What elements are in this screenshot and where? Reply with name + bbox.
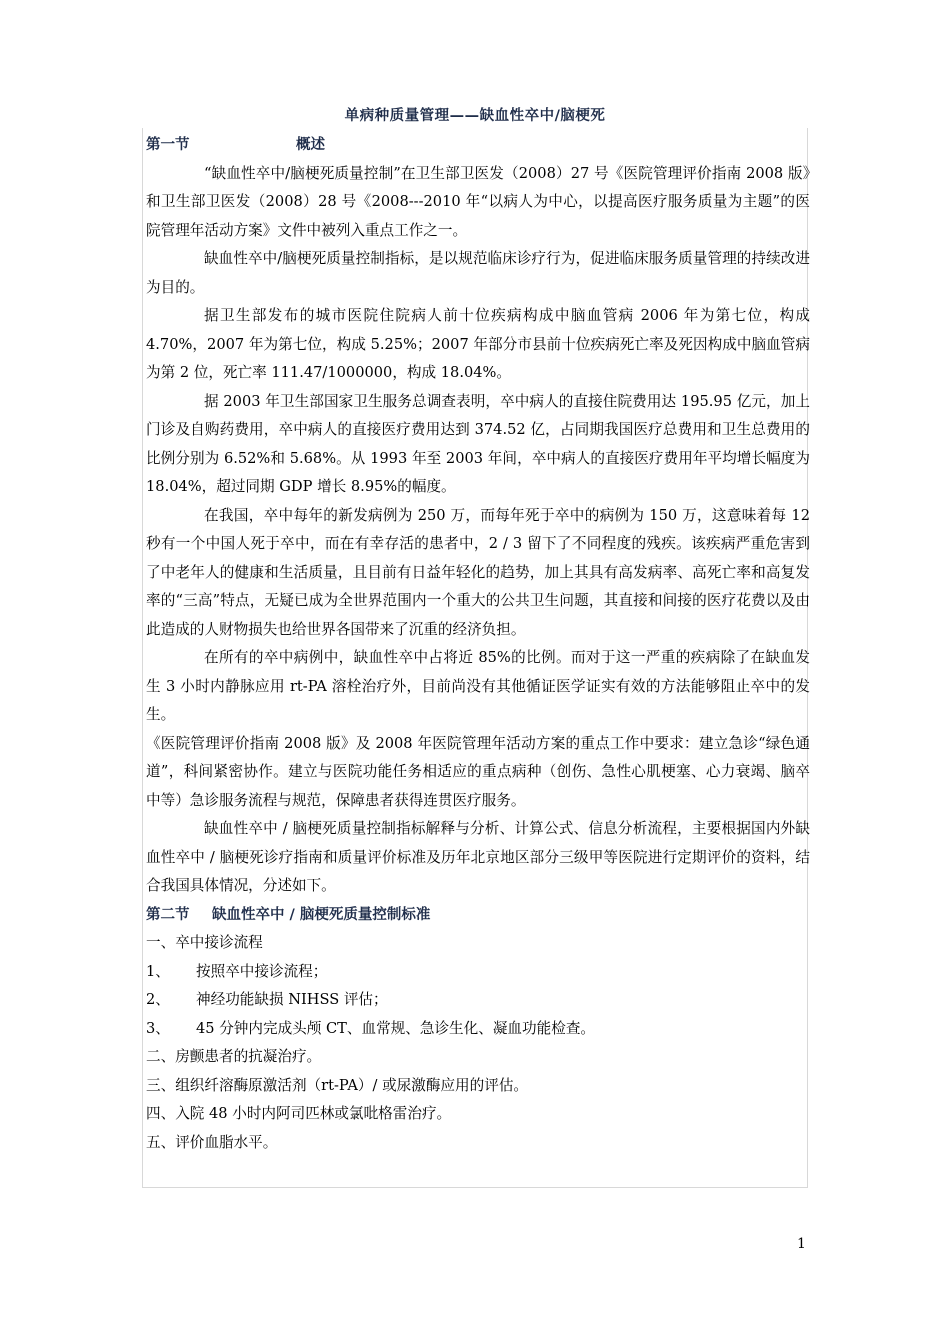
list-heading-4: 四、入院 48 小时内阿司匹林或氯吡格雷治疗。	[146, 1105, 452, 1122]
list-sub-item-text: 神经功能缺损 NIHSS 评估；	[196, 991, 388, 1008]
list-sub-item-3	[146, 1015, 810, 1044]
list-heading-1: 一、卒中接诊流程	[146, 934, 263, 951]
paragraph-6: 在所有的卒中病例中，缺血性卒中占将近 85%的比例。而对于这一严重的疾病除了在缺血发生 3 小时内静脉应用 rt-PA 溶栓治疗外，目前尚没有其他循证医学证实有效的方法能够阻止卒中的发生。	[146, 649, 810, 723]
list-sub-item-index: 3、	[146, 1019, 170, 1037]
section-1-heading	[146, 131, 810, 160]
document-body	[146, 131, 810, 1157]
list-sub-item-2	[146, 986, 810, 1015]
document-title: 单病种质量管理——缺血性卒中/脑梗死	[344, 108, 606, 124]
paragraph-8: 缺血性卒中 / 脑梗死质量控制指标解释与分析、计算公式、信息分析流程，主要根据国内外缺血性卒中 / 脑梗死诊疗指南和质量评价标准及历年北京地区部分三级甲等医院进行定期评价的资料，结合我国具体情况，分述如下。	[146, 820, 810, 894]
list-sub-item-text: 45 分钟内完成头颅 CT、血常规、急诊生化、凝血功能检查。	[196, 1019, 596, 1037]
list-heading-2: 二、房颤患者的抗凝治疗。	[146, 1048, 322, 1065]
list-sub-item-1	[146, 958, 810, 987]
list-sub-item-text: 按照卒中接诊流程；	[196, 962, 328, 980]
list-heading-5: 五、评价血脂水平。	[146, 1133, 278, 1151]
section-1-number: 第一节	[146, 137, 190, 153]
paragraph-2: 缺血性卒中/脑梗死质量控制指标，是以规范临床诊疗行为，促进临床服务质量管理的持续改进为目的。	[146, 250, 810, 296]
section-1-name: 概述	[296, 137, 325, 153]
section-2-name: 缺血性卒中 / 脑梗死质量控制标准	[212, 906, 431, 923]
list-heading-3: 三、组织纤溶酶原激活剂（rt-PA）/ 或尿激酶应用的评估。	[146, 1076, 529, 1094]
paragraph-4: 据 2003 年卫生部国家卫生服务总调查表明，卒中病人的直接住院费用达 195.95 亿元，加上门诊及自购药费用，卒中病人的直接医疗费用达到 374.52 亿，占同期我国医疗总费用和卫生总费用的比例分别为 6.52%和 5.68%。从 1993 年至 2003 年间，卒中病人的直接医疗费用年平均增长幅度为 18.04%，超过同期 GDP 增长 8.95%的幅度。	[146, 392, 810, 495]
paragraph-1: “缺血性卒中/脑梗死质量控制”在卫生部卫医发（2008）27 号《医院管理评价指南 2008 版》和卫生部卫医发（2008）28 号《2008---2010 年“以病人为中心，以提高医疗服务质量为主题”的医院管理年活动方案》文件中被列入重点工作之一。	[146, 164, 810, 239]
paragraph-5: 在我国，卒中每年的新发病例为 250 万，而每年死于卒中的病例为 150 万，这意味着每 12 秒有一个中国人死于卒中，而在有幸存活的患者中，2 / 3 留下了不同程度的残疾。该疾病严重危害到了中老年人的健康和生活质量，且目前有日益年轻化的趋势，加上其具有高发病率、高死亡率和高复发率的“三高”特点，无疑已成为全世界范围内一个重大的公共卫生问题，其直接和间接的医疗花费以及由此造成的人财物损失也给世界各国带来了沉重的经济负担。	[146, 506, 810, 638]
paragraph-7: 《医院管理评价指南 2008 版》及 2008 年医院管理年活动方案的重点工作中要求：建立急诊“绿色通道”，科间紧密协作。建立与医院功能任务相适应的重点病种（创伤、急性心肌梗塞、心力衰竭、脑卒中等）急诊服务流程与规范，保障患者获得连贯医疗服务。	[146, 734, 810, 809]
list-sub-item-index: 2、	[146, 991, 170, 1008]
page-number: 1	[797, 1236, 806, 1252]
paragraph-3: 据卫生部发布的城市医院住院病人前十位疾病构成中脑血管病 2006 年为第七位，构成 4.70%，2007 年为第七位，构成 5.25%；2007 年部分市县前十位疾病死亡率及死因构成中脑血管病为第 2 位，死亡率 111.47/1000000，构成 18.04%。	[146, 307, 810, 381]
section-2-number: 第二节	[146, 906, 190, 923]
section-2-heading	[146, 901, 810, 930]
list-sub-item-index: 1、	[146, 962, 170, 980]
